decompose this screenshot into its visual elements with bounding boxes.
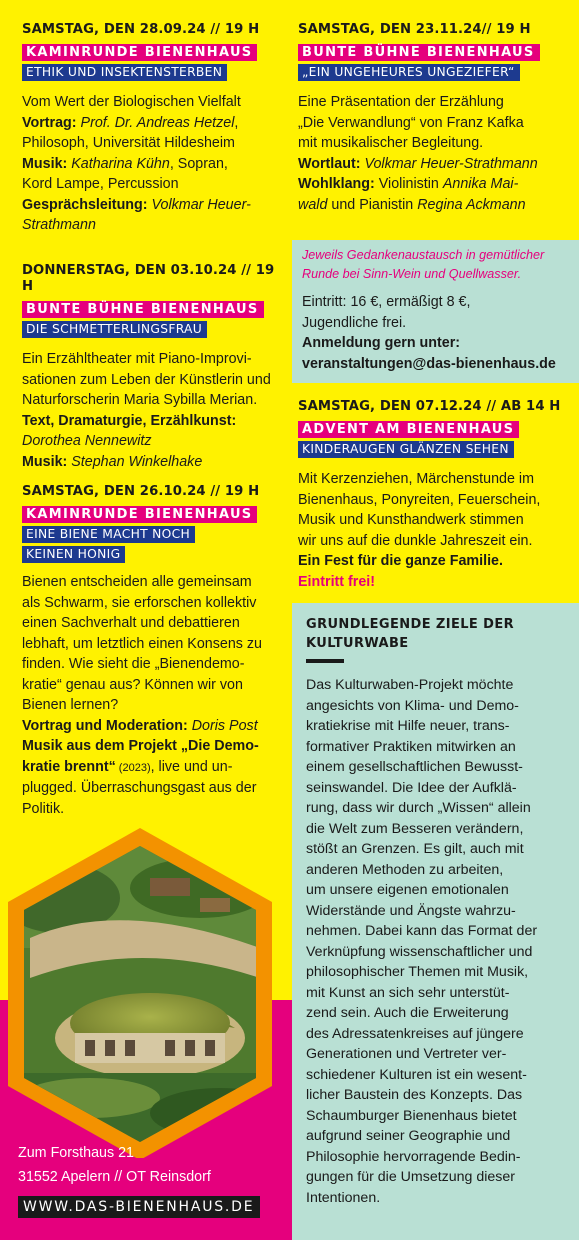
goals-text-line: kratiekrise mit Hilfe neuer, trans-: [306, 718, 510, 734]
event-26-10: [22, 484, 284, 819]
event-description: Eine Präsentation der Erzählung „Die Verwandlung“ von Franz Kafka mit musikalischer Begleitung. Wortlaut: Volkmar Heuer-Strathmann Wohlklang: Violinistin Annika Mai- wald und Pianistin Regina Ackmann: [298, 94, 538, 213]
event-title: „EIN UNGEHEURES UNGEZIEFER“: [298, 64, 520, 81]
goals-text: [306, 675, 569, 1208]
goals-text-line: um unsere eigenen emotionalen: [306, 882, 509, 898]
event-description: Mit Kerzenziehen, Märchenstunde im Bienenhaus, Ponyreiten, Feuerschein, Musik und Kunsthandwerk stimmen wir uns auf die dunkle Jahreszeit ein. Ein Fest für die ganze Familie. Eintritt frei!: [298, 469, 574, 592]
street: Zum Forsthaus 21: [18, 1145, 135, 1161]
email-link[interactable]: veranstaltungen@das-bienenhaus.de: [302, 355, 556, 372]
goals-text-line: Intentionen.: [306, 1189, 381, 1206]
event-description: Vom Wert der Biologischen Vielfalt Vortrag: Prof. Dr. Andreas Hetzel, Philosoph, Universität Hildesheim Musik: Katharina Kühn, Sopran, Kord Lampe, Percussion Gesprächsleitung: Volkmar Heuer- Strathmann: [22, 94, 251, 233]
city: 31552 Apelern // OT Reinsdorf: [18, 1169, 211, 1185]
event-title: ETHIK UND INSEKTENSTERBEN: [22, 64, 227, 81]
info-box: [292, 240, 579, 383]
goals-text-line: Generationen und Vertreter ver-: [306, 1046, 507, 1062]
goals-text-line: gungen für die Umsetzung dieser: [306, 1169, 515, 1185]
event-07-12: [298, 399, 574, 592]
event-description: Bienen entscheiden alle gemeinsam als Schwarm, sie erforschen kollektiv einen Sachverhalt und debattieren lebhaft, um letztlich einen Konsens zu finden. Wie sieht die „Bienendemo- kratie“ genau aus? Können wir von Bienen lernen? Vortrag und Moderation: Doris Post Musik aus dem Projekt „Die Demo- kratie brennt“ (2023), live und un- plugged. Überraschungsgast aus der Politik.: [22, 574, 263, 817]
event-23-11: [298, 22, 574, 215]
goals-title: GRUNDLEGENDE ZIELE DER KULTURWABE: [306, 617, 515, 651]
goals-text-line: angesichts von Klima- und Demo-: [306, 697, 519, 714]
goals-text-line: des Adressatenkreises auf jüngere: [306, 1025, 524, 1042]
event-category: KAMINRUNDE BIENENHAUS: [22, 506, 257, 523]
goals-text-line: formativer Praktiken mitwirken an: [306, 738, 516, 755]
goals-text-line: aufgrund seiner Geographie und: [306, 1128, 511, 1144]
event-category: ADVENT AM BIENENHAUS: [298, 421, 519, 438]
event-description: Ein Erzähltheater mit Piano-Improvi- sationen zum Leben der Künstlerin und Naturforscherin Maria Sybilla Merian. Text, Dramaturgie, Erzählkunst: Dorothea Nennewitz Musik: Stephan Winkelhake: [22, 351, 271, 470]
goals-text-line: schiedener Kulturen ist ein wesent-: [306, 1066, 527, 1083]
goals-text-line: nehmen. Dabei kann das Format der: [306, 923, 538, 939]
event-title: KINDERAUGEN GLÄNZEN SEHEN: [298, 441, 514, 458]
goals-text-line: einem gesellschaftlichen Bewusst-: [306, 759, 523, 775]
event-title-line-2: KEINEN HONIG: [22, 546, 125, 563]
event-title: DIE SCHMETTERLINGSFRAU: [22, 321, 207, 338]
goals-text-line: Schaumburger Bienenhaus bietet: [306, 1107, 517, 1124]
goals-box: [292, 603, 579, 1240]
goals-text-line: die Welt zum Besseren verändern,: [306, 820, 524, 837]
goals-text-line: rung, dass wir durch „Wissen“ allein: [306, 800, 531, 816]
website-link[interactable]: WWW.DAS-BIENENHAUS.DE: [18, 1196, 260, 1218]
event-03-10: [22, 263, 278, 472]
goals-text-line: licher Baustein des Konzepts. Das: [306, 1087, 523, 1103]
goals-text-line: anderen Methoden zu arbeiten,: [306, 861, 504, 878]
goals-text-line: stößt an Grenzen. Es gilt, auch mit: [306, 841, 524, 857]
goals-text-line: seinswandel. Die Idee der Aufklä-: [306, 779, 517, 796]
event-28-09: [22, 22, 278, 236]
event-date: DONNERSTAG, DEN 03.10.24 // 19 H: [22, 263, 275, 294]
goals-text-line: Verknüpfung wissenschaftlicher und: [306, 943, 533, 960]
event-category: BUNTE BÜHNE BIENENHAUS: [298, 44, 540, 61]
event-category: BUNTE BÜHNE BIENENHAUS: [22, 301, 264, 318]
free-entry: Eintritt frei!: [298, 573, 376, 590]
goals-text-line: zend sein. Auch die Erweiterung: [306, 1005, 509, 1021]
goals-text-line: philosophischer Themen mit Musik,: [306, 964, 529, 980]
info-note: Jeweils Gedankenaustausch in gemütlicher Runde bei Sinn-Wein und Quellwasser.: [302, 248, 545, 281]
goals-text-line: Philosophie hervorragende Bedin-: [306, 1148, 521, 1165]
address: [18, 1141, 211, 1189]
goals-text-line: Widerstände und Ängste wahrzu-: [306, 902, 516, 919]
event-date: SAMSTAG, DEN 07.12.24 // AB 14 H: [298, 399, 561, 414]
event-category: KAMINRUNDE BIENENHAUS: [22, 44, 257, 61]
event-date: SAMSTAG, DEN 23.11.24// 19 H: [298, 22, 531, 37]
event-date: SAMSTAG, DEN 26.10.24 // 19 H: [22, 484, 260, 499]
event-date: SAMSTAG, DEN 28.09.24 // 19 H: [22, 22, 260, 37]
goals-text-line: Das Kulturwaben-Projekt möchte: [306, 677, 514, 693]
event-title-line-1: EINE BIENE MACHT NOCH: [22, 526, 195, 543]
info-price: Eintritt: 16 €, ermäßigt 8 €, Jugendliche frei. Anmeldung gern unter: veranstaltungen@das-bienenhaus.de: [302, 292, 569, 374]
signup-label: Anmeldung gern unter:: [302, 335, 461, 351]
goals-text-line: mit Kunst an sich sehr unterstüt-: [306, 984, 510, 1001]
bienenhaus-photo: [0, 828, 292, 1158]
divider: [306, 659, 344, 663]
